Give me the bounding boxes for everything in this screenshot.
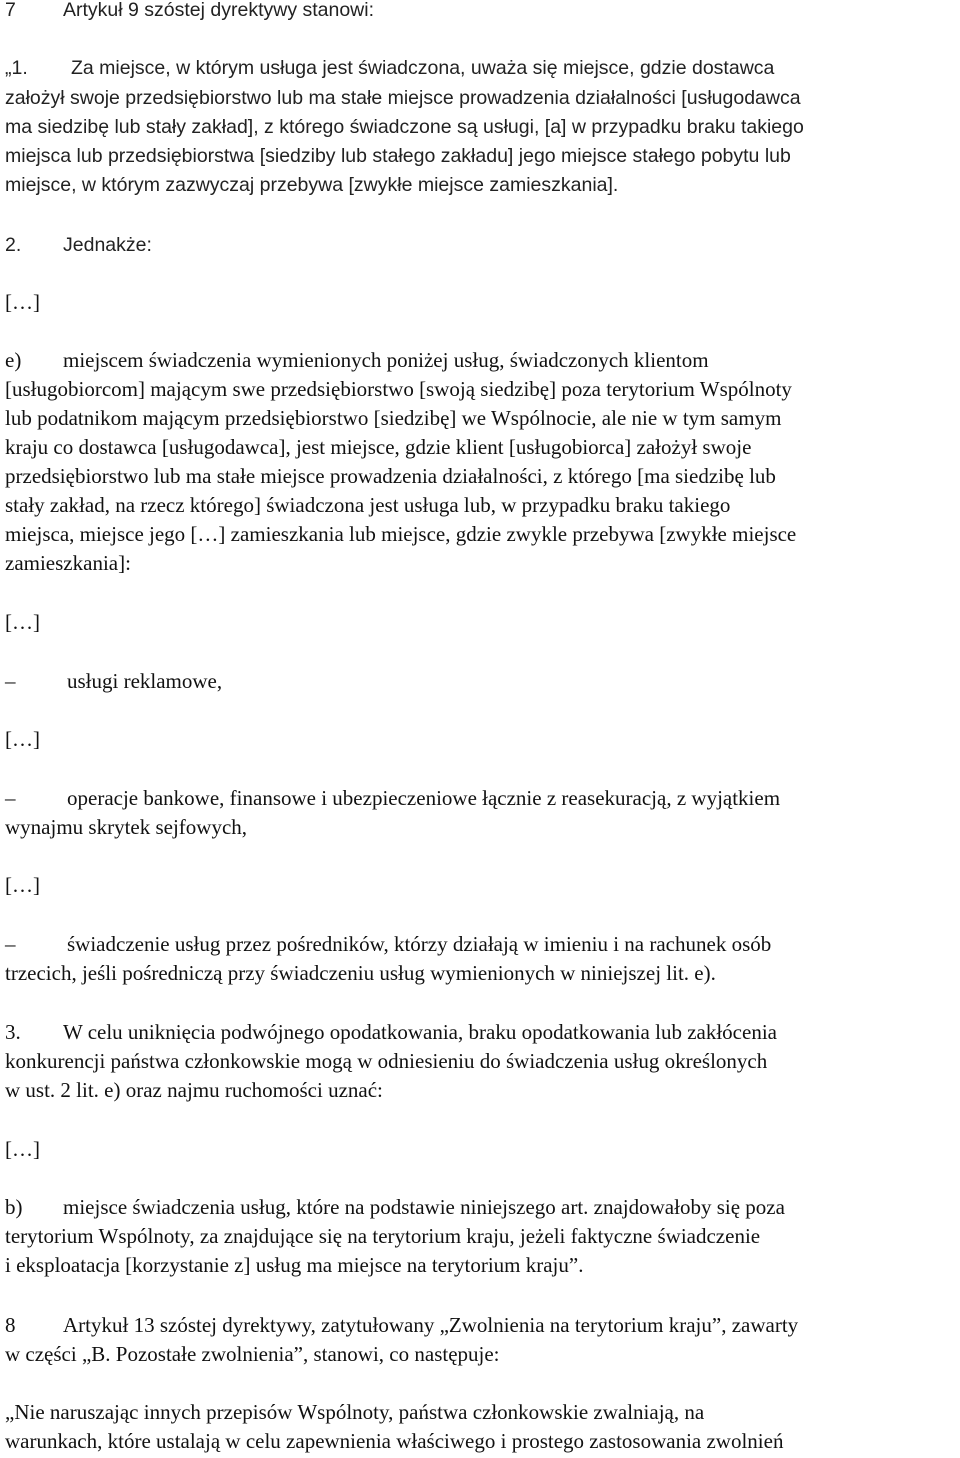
text-line: w części „B. Pozostałe zwolnienia”, stanowi, co następuje: bbox=[5, 1342, 500, 1366]
text-line: lub podatnikom mającym przedsiębiorstwo [siedzibę] we Wspólnocie, ale nie w tym samym bbox=[5, 406, 782, 430]
text-line: miejsca lub przedsiębiorstwa [siedziby lub stałego zakładu] jego miejsce stałego pobytu lub bbox=[5, 145, 791, 167]
text-line: świadczenie usług przez pośredników, którzy działają w imieniu i na rachunek osób bbox=[67, 932, 772, 956]
text-line: warunkach, które ustalają w celu zapewnienia właściwego i prostego zastosowania zwolnień bbox=[5, 1429, 784, 1453]
text-line: operacje bankowe, finansowe i ubezpieczeniowe łącznie z reasekuracją, z wyjątkiem bbox=[67, 786, 781, 810]
letter-e-line bbox=[5, 348, 709, 372]
text-line: miejsca, miejsce jego […] zamieszkania lub miejsce, gdzie zwykle przebywa [zwykłe miejsce bbox=[5, 522, 797, 546]
dash-bullet: – bbox=[5, 932, 16, 956]
ellipsis: […] bbox=[5, 290, 40, 314]
text-line: wynajmu skrytek sejfowych, bbox=[5, 815, 248, 839]
text-line: miejscem świadczenia wymienionych poniżej usług, świadczonych klientom bbox=[63, 348, 709, 372]
text-line: „Nie naruszając innych przepisów Wspólnoty, państwa członkowskie zwalniają, na bbox=[5, 1400, 705, 1424]
text-line: ma siedzibę lub stały zakład], z którego świadczone są usługi, [a] w przypadku braku takiego bbox=[5, 116, 804, 138]
text-line: stały zakład, na rzecz którego] świadczona jest usługa lub, w przypadku braku takiego bbox=[5, 493, 731, 517]
text-line: zamieszkania]: bbox=[5, 551, 131, 575]
ellipsis: […] bbox=[5, 727, 40, 751]
point-2-line bbox=[5, 233, 152, 257]
section-heading-7 bbox=[5, 0, 374, 22]
text-line: w ust. 2 lit. e) oraz najmu ruchomości uznać: bbox=[5, 1078, 383, 1102]
text-line: W celu uniknięcia podwójnego opodatkowania, braku opodatkowania lub zakłócenia bbox=[63, 1020, 777, 1044]
point-number: „1. bbox=[5, 57, 28, 79]
dash-item-reklamowe bbox=[5, 669, 222, 693]
text-line: usługi reklamowe, bbox=[67, 669, 223, 693]
text-line: i eksploatacja [korzystanie z] usług ma miejsce na terytorium kraju”. bbox=[5, 1253, 584, 1277]
text-line: miejsce, w którym zazwyczaj przebywa [zwykłe miejsce zamieszkania]. bbox=[5, 174, 619, 196]
text-line: Za miejsce, w którym usługa jest świadczona, uważa się miejsce, gdzie dostawca bbox=[71, 57, 775, 79]
dash-bullet: – bbox=[5, 786, 16, 810]
text-line: przedsiębiorstwo lub ma stałe miejsce prowadzenia działalności, z którego [ma siedzibę lub bbox=[5, 464, 776, 488]
section-number: 8 bbox=[5, 1313, 16, 1337]
point-number: 2. bbox=[5, 234, 22, 256]
dash-item-posrednicy bbox=[5, 932, 771, 956]
section-heading-8 bbox=[5, 1313, 798, 1337]
letter-number: e) bbox=[5, 348, 22, 372]
text-line: terytorium Wspólnoty, za znajdujące się na terytorium kraju, jeżeli faktyczne świadczenie bbox=[5, 1224, 761, 1248]
letter-number: b) bbox=[5, 1195, 23, 1219]
text-line: [usługobiorcom] mającym swe przedsiębiorstwo [swoją siedzibę] poza terytorium Wspólnoty bbox=[5, 377, 792, 401]
ellipsis: […] bbox=[5, 1137, 40, 1161]
text-line: trzecich, jeśli pośredniczą przy świadczeniu usług wymienionych w niniejszej lit. e). bbox=[5, 961, 716, 985]
section-heading-text: Artykuł 9 szóstej dyrektywy stanowi: bbox=[63, 0, 375, 21]
text-line: miejsce świadczenia usług, które na podstawie niniejszego art. znajdowałoby się poza bbox=[63, 1195, 785, 1219]
point-1-line bbox=[5, 56, 774, 80]
ellipsis: […] bbox=[5, 610, 40, 634]
ellipsis: […] bbox=[5, 873, 40, 897]
text-line: konkurencji państwa członkowskie mogą w odniesieniu do świadczenia usług określonych bbox=[5, 1049, 768, 1073]
point-number: 3. bbox=[5, 1020, 21, 1044]
section-number: 7 bbox=[5, 0, 16, 21]
text-line: kraju co dostawca [usługodawca], jest miejsce, gdzie klient [usługobiorca] założył swoje bbox=[5, 435, 752, 459]
dash-item-bankowe bbox=[5, 786, 780, 810]
text-line: Jednakże: bbox=[63, 234, 152, 256]
letter-b-line bbox=[5, 1195, 785, 1219]
section-heading-text: Artykuł 13 szóstej dyrektywy, zatytułowany „Zwolnienia na terytorium kraju”, zawarty bbox=[63, 1313, 799, 1337]
dash-bullet: – bbox=[5, 669, 16, 693]
point-3-line bbox=[5, 1020, 777, 1044]
text-line: założył swoje przedsiębiorstwo lub ma stałe miejsce prowadzenia działalności [usługodawca bbox=[5, 87, 801, 109]
